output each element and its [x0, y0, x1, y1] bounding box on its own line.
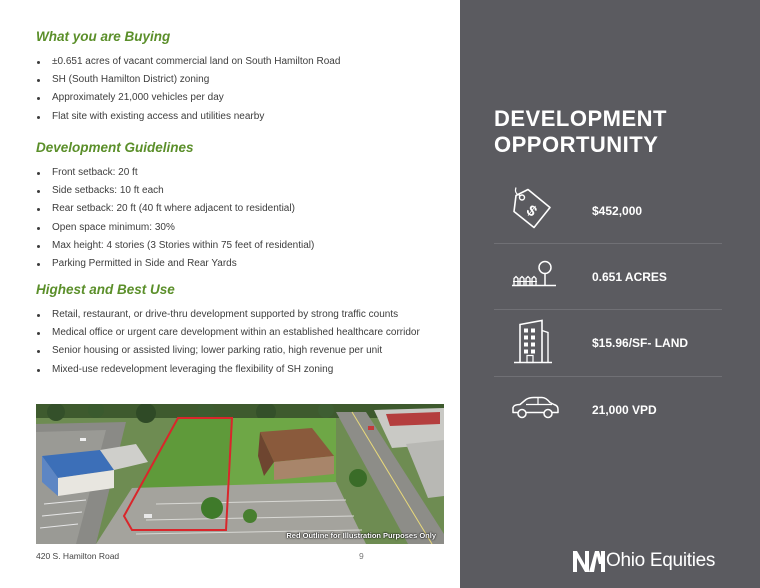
page-number: 9	[359, 551, 364, 561]
list-item: Medical office or urgent care development within an established healthcare corridor	[36, 324, 420, 342]
list-item: Flat site with existing access and utilities nearby	[36, 108, 340, 126]
nai-logo-mark-icon	[572, 548, 606, 579]
list-item: Front setback: 20 ft	[36, 164, 314, 182]
list-item: Max height: 4 stories (3 Stories within 75 feet of residential)	[36, 237, 314, 255]
section-title-guidelines: Development Guidelines	[36, 140, 194, 155]
list-item: ±0.651 acres of vacant commercial land on South Hamilton Road	[36, 53, 340, 71]
list-item: Retail, restaurant, or drive-thru development supported by strong traffic counts	[36, 306, 420, 324]
list-item: Mixed-use redevelopment leveraging the flexibility of SH zoning	[36, 361, 420, 379]
stat-price	[494, 178, 722, 244]
list-item: SH (South Hamilton District) zoning	[36, 71, 340, 89]
land-acres-icon	[510, 259, 558, 296]
stat-value: $452,000	[592, 204, 643, 218]
list-item: Parking Permitted in Side and Rear Yards	[36, 255, 314, 273]
stat-price-per-sf	[494, 310, 722, 376]
price-tag-icon	[510, 186, 556, 237]
aerial-photo	[36, 404, 444, 544]
title-line-2: OPPORTUNITY	[494, 132, 659, 157]
footer-address: 420 S. Hamilton Road	[36, 551, 120, 561]
list-item: Rear setback: 20 ft (40 ft where adjacent to residential)	[36, 200, 314, 218]
list-item: Open space minimum: 30%	[36, 219, 314, 237]
stat-value: $15.96/SF- LAND	[592, 336, 689, 350]
section-title-buying: What you are Buying	[36, 29, 171, 44]
list-item: Approximately 21,000 vehicles per day	[36, 89, 340, 107]
stat-acres	[494, 244, 722, 310]
stat-value: 21,000 VPD	[592, 403, 657, 417]
title-line-1: DEVELOPMENT	[494, 106, 667, 131]
stat-vpd	[494, 377, 722, 443]
list-item: Senior housing or assisted living; lower parking ratio, high revenue per unit	[36, 342, 420, 360]
stat-value: 0.651 ACRES	[592, 270, 667, 284]
list-item: Side setbacks: 10 ft each	[36, 182, 314, 200]
best-use-list	[36, 306, 420, 379]
buying-list	[36, 53, 340, 126]
development-opportunity-title	[494, 106, 667, 158]
photo-caption: Red Outline for Illustration Purposes Only	[286, 531, 436, 540]
logo-text: Ohio Equities	[606, 550, 716, 571]
svg-text:$: $	[522, 201, 540, 221]
section-title-best-use: Highest and Best Use	[36, 282, 175, 297]
building-icon	[510, 317, 556, 370]
aerial-photo-illustration	[36, 404, 444, 544]
car-icon	[510, 395, 560, 426]
guidelines-list	[36, 164, 314, 273]
